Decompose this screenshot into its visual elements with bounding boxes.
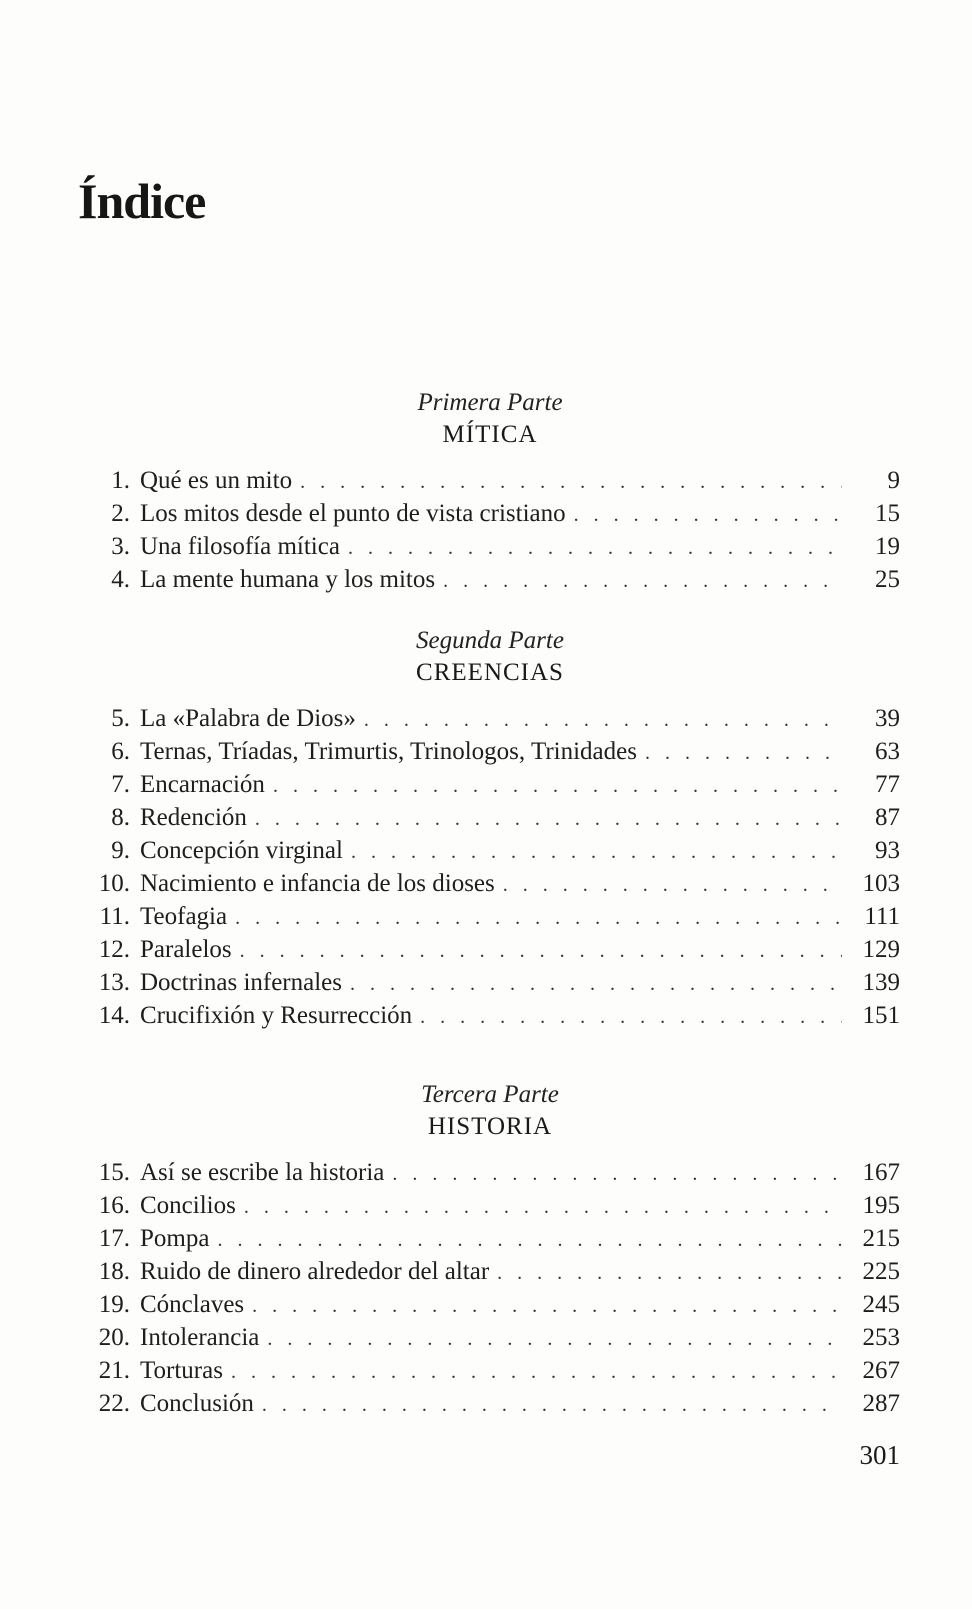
- toc-entry[interactable]: [80, 497, 900, 530]
- toc-entry[interactable]: [80, 1354, 900, 1387]
- entry-number: 5.: [111, 705, 130, 732]
- entry-number: 10.: [98, 870, 130, 897]
- entry-number: 22.: [98, 1390, 130, 1417]
- entry-page-number: 245: [862, 1291, 900, 1318]
- entry-number: 15.: [98, 1159, 130, 1186]
- dot-leader: [443, 565, 842, 598]
- entry-title: Doctrinas infernales: [140, 969, 343, 996]
- entry-title: Así se escribe la historia: [140, 1159, 385, 1186]
- entry-page-number: 15: [875, 500, 900, 527]
- entry-number: 7.: [111, 771, 130, 798]
- part-title: HISTORIA: [427, 1113, 553, 1140]
- entry-title: Teofagia: [140, 903, 228, 930]
- entry-page-number: 9: [887, 467, 900, 494]
- entry-title: Ruido de dinero alrededor del altar: [140, 1258, 490, 1285]
- entry-title: Ternas, Tríadas, Trimurtis, Trinologos, Trinidades: [140, 738, 637, 765]
- entry-title: Los mitos desde el punto de vista cristiano: [140, 500, 566, 527]
- entry-page-number: 87: [875, 804, 900, 831]
- toc-entry[interactable]: [80, 768, 900, 801]
- part-title: MÍTICA: [442, 421, 538, 448]
- entry-number: 21.: [98, 1357, 130, 1384]
- toc-entry[interactable]: [80, 702, 900, 735]
- toc-entry[interactable]: [80, 1156, 900, 1189]
- entry-title: Torturas: [140, 1357, 223, 1384]
- dot-leader: [574, 499, 842, 532]
- toc-entry[interactable]: [80, 1255, 900, 1288]
- part-heading: [80, 626, 900, 690]
- entry-page-number: 253: [862, 1324, 900, 1351]
- toc-entry[interactable]: [80, 735, 900, 768]
- dot-leader: [235, 902, 842, 935]
- toc-entry[interactable]: [80, 966, 900, 999]
- toc-entry[interactable]: [80, 1387, 900, 1420]
- entry-page-number: 39: [875, 705, 900, 732]
- toc-list: [80, 1156, 900, 1420]
- part-title: CREENCIAS: [416, 659, 564, 686]
- entry-page-number: 63: [875, 738, 900, 765]
- toc-entry[interactable]: [80, 1189, 900, 1222]
- toc-entry[interactable]: [80, 900, 900, 933]
- part-subtitle: Primera Parte: [417, 389, 563, 416]
- part-heading: [80, 1080, 900, 1144]
- toc-entry[interactable]: [80, 801, 900, 834]
- entry-number: 9.: [111, 837, 130, 864]
- dot-leader: [645, 737, 842, 770]
- toc-list: [80, 464, 900, 596]
- entry-title: Qué es un mito: [140, 467, 293, 494]
- entry-page-number: 267: [862, 1357, 900, 1384]
- entry-title: Pompa: [140, 1225, 210, 1252]
- toc-entry[interactable]: [80, 867, 900, 900]
- dot-leader: [255, 803, 842, 836]
- dot-leader: [364, 704, 842, 737]
- page-title: Índice: [78, 173, 206, 229]
- entry-number: 4.: [111, 566, 130, 593]
- part-heading: [80, 388, 900, 452]
- dot-leader: [217, 1224, 842, 1257]
- entry-number: 14.: [98, 1002, 130, 1029]
- entry-number: 16.: [98, 1192, 130, 1219]
- entry-number: 19.: [98, 1291, 130, 1318]
- toc-entry[interactable]: [80, 933, 900, 966]
- part-subtitle: Segunda Parte: [416, 627, 564, 654]
- dot-leader: [244, 1191, 842, 1224]
- page-folio-number: 301: [859, 1440, 900, 1470]
- entry-title: Intolerancia: [140, 1324, 260, 1351]
- dot-leader: [273, 770, 842, 803]
- entry-page-number: 103: [862, 870, 900, 897]
- entry-number: 1.: [111, 467, 130, 494]
- toc-entry[interactable]: [80, 999, 900, 1032]
- entry-page-number: 151: [862, 1002, 900, 1029]
- toc-entry[interactable]: [80, 563, 900, 596]
- entry-title: La «Palabra de Dios»: [140, 705, 356, 732]
- entry-page-number: 111: [864, 903, 900, 930]
- entry-page-number: 215: [862, 1225, 900, 1252]
- entry-page-number: 77: [875, 771, 900, 798]
- entry-title: Paralelos: [140, 936, 232, 963]
- entry-number: 11.: [99, 903, 130, 930]
- part-section: [80, 626, 900, 1032]
- entry-page-number: 129: [862, 936, 900, 963]
- entry-page-number: 19: [875, 533, 900, 560]
- entry-number: 20.: [98, 1324, 130, 1351]
- part-section: [80, 388, 900, 596]
- entry-title: Concepción virginal: [140, 837, 343, 864]
- entry-title: Conclusión: [140, 1390, 254, 1417]
- entry-title: Crucifixión y Resurrección: [140, 1002, 413, 1029]
- entry-number: 3.: [111, 533, 130, 560]
- entry-title: Una filosofía mítica: [140, 533, 340, 560]
- dot-leader: [420, 1001, 842, 1034]
- dot-leader: [392, 1158, 842, 1191]
- part-section: [80, 1080, 900, 1420]
- entry-title: Encarnación: [140, 771, 265, 798]
- entry-number: 2.: [111, 500, 130, 527]
- toc-entry[interactable]: [80, 834, 900, 867]
- entry-number: 17.: [98, 1225, 130, 1252]
- entry-number: 18.: [98, 1258, 130, 1285]
- entry-number: 6.: [111, 738, 130, 765]
- dot-leader: [350, 968, 842, 1001]
- dot-leader: [348, 532, 842, 565]
- entry-title: Redención: [140, 804, 247, 831]
- dot-leader: [351, 836, 842, 869]
- entry-page-number: 225: [862, 1258, 900, 1285]
- part-subtitle: Tercera Parte: [421, 1081, 559, 1108]
- entry-title: Concilios: [140, 1192, 236, 1219]
- entry-title: La mente humana y los mitos: [140, 566, 436, 593]
- entry-page-number: 93: [875, 837, 900, 864]
- entry-page-number: 25: [875, 566, 900, 593]
- entry-page-number: 195: [862, 1192, 900, 1219]
- dot-leader: [300, 466, 842, 499]
- dot-leader: [231, 1356, 842, 1389]
- dot-leader: [252, 1290, 842, 1323]
- toc-entry[interactable]: [80, 1288, 900, 1321]
- toc-entry[interactable]: [80, 1222, 900, 1255]
- dot-leader: [503, 869, 842, 902]
- dot-leader: [240, 935, 842, 968]
- entry-title: Cónclaves: [140, 1291, 245, 1318]
- entry-number: 8.: [111, 804, 130, 831]
- entry-number: 13.: [98, 969, 130, 996]
- entry-page-number: 139: [862, 969, 900, 996]
- entry-page-number: 287: [862, 1390, 900, 1417]
- dot-leader: [267, 1323, 842, 1356]
- toc-entry[interactable]: [80, 1321, 900, 1354]
- toc-entry[interactable]: [80, 530, 900, 563]
- entry-page-number: 167: [862, 1159, 900, 1186]
- toc-entry[interactable]: [80, 464, 900, 497]
- entry-number: 12.: [98, 936, 130, 963]
- dot-leader: [497, 1257, 842, 1290]
- toc-list: [80, 702, 900, 1032]
- entry-title: Nacimiento e infancia de los dioses: [140, 870, 495, 897]
- dot-leader: [262, 1389, 842, 1422]
